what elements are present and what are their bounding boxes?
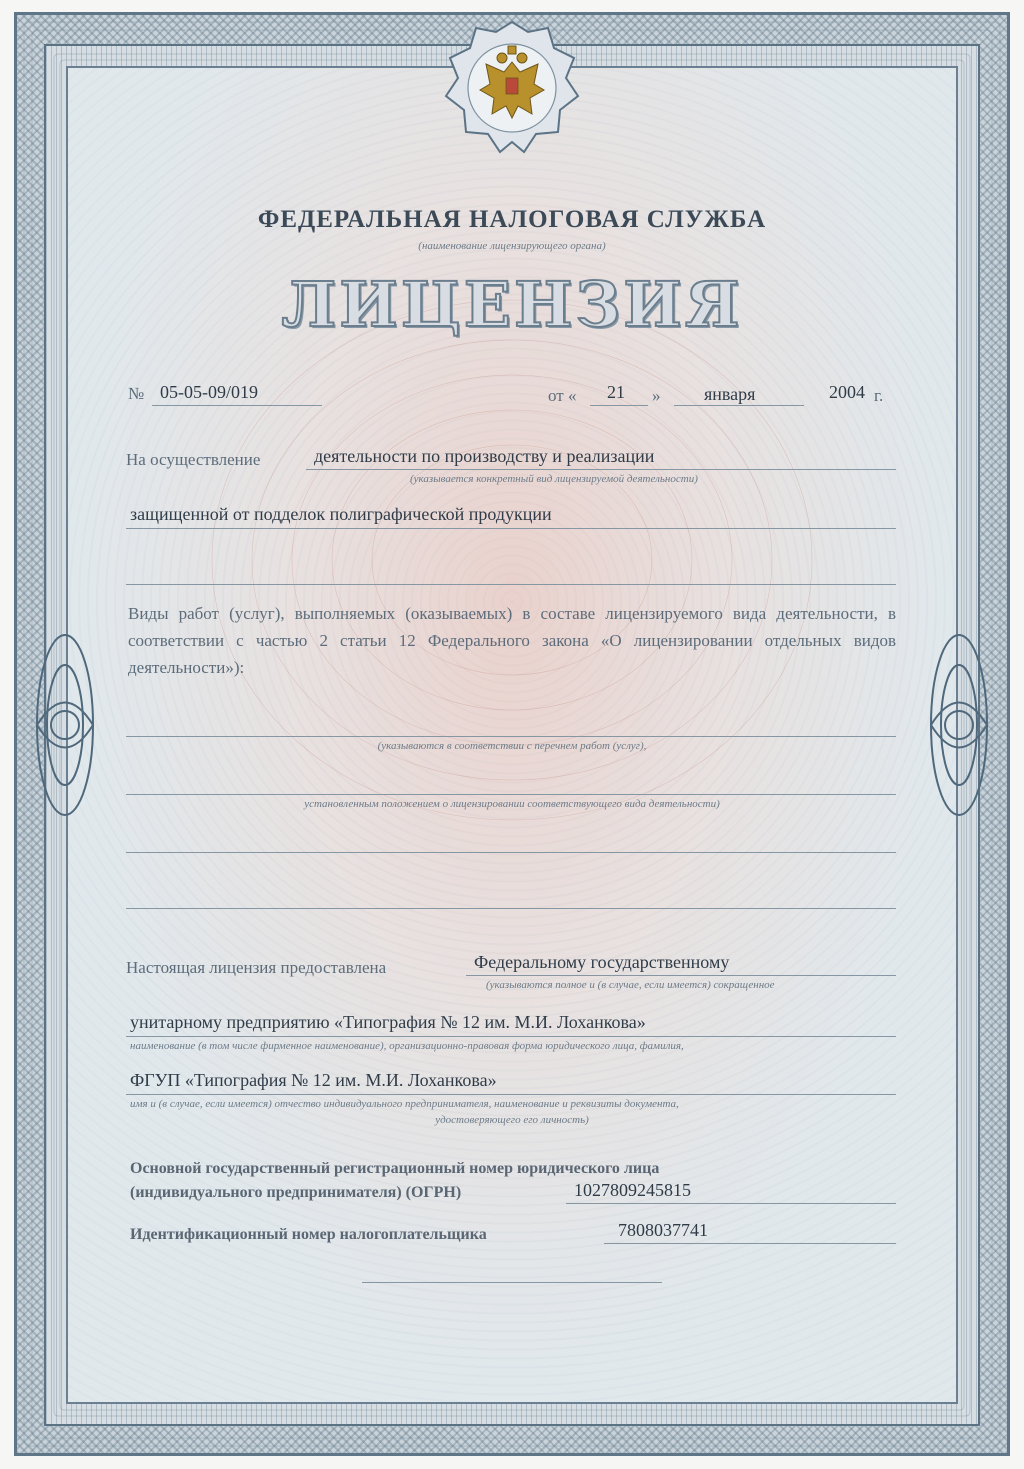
activity-underline-2 [126,528,896,529]
licensee-hint-4: удостоверяющего его личность) [435,1114,589,1126]
works-paragraph: Виды работ (услуг), выполняемых (оказываемых) в составе лицензируемого вида деятельности, в соответствии с частью 2 статьи 12 Федерального закона «О лицензировании отдельных видов деятельности»): [128,604,896,677]
licensee-underline-3 [126,1094,896,1095]
date-year-value: 2004 [829,382,865,402]
license-number-underline [152,405,322,406]
ogrn-label-line-1: Основной государственный регистрационный номер юридического лица [130,1160,660,1177]
licensee-underline-1 [466,975,896,976]
date-month-value: января [704,384,756,404]
date-from-label: от « [548,386,577,405]
ogrn-value: 1027809245815 [574,1180,691,1200]
licensee-line-2: унитарному предприятию «Типография № 12 им. М.И. Лоханкова» [130,1012,646,1032]
works-underline-1 [126,736,896,737]
activity-underline-3 [126,584,896,585]
licensee-label: Настоящая лицензия предоставлена [126,958,387,977]
document-title: ЛИЦЕНЗИЯ [281,268,743,341]
date-day-underline [590,405,648,406]
works-hint-1: (указываются в соответствии с перечнем работ (услуг), [377,740,647,752]
licensing-authority-hint: (наименование лицензирующего органа) [418,240,606,252]
activity-underline-1 [306,469,896,470]
date-day-close-quote: » [652,386,661,405]
date-day-value: 21 [607,382,625,402]
licensee-underline-2 [126,1036,896,1037]
ogrn-underline [566,1203,896,1204]
licensee-hint-2: наименование (в том числе фирменное наименование), организационно-правовая форма юридического лица, фамилия, [130,1040,684,1052]
activity-line-2: защищенной от подделок полиграфической продукции [130,504,552,524]
licensing-authority-name: ФЕДЕРАЛЬНАЯ НАЛОГОВАЯ СЛУЖБА [257,206,767,233]
works-hint-2: установленным положением о лицензировании соответствующего вида деятельности) [304,798,720,810]
works-underline-3 [126,852,896,853]
works-underline-2 [126,794,896,795]
bottom-underline [362,1282,662,1283]
license-number-label: № [128,384,145,403]
licensee-hint-3: имя и (в случае, если имеется) отчество индивидуального предпринимателя, наименование и реквизиты документа, [130,1098,679,1110]
activity-line-1: деятельности по производству и реализации [314,446,655,466]
inn-underline [604,1243,896,1244]
license-number-value: 05-05-09/019 [160,382,258,402]
date-month-underline [674,405,804,406]
inn-label: Идентификационный номер налогоплательщика [130,1226,487,1243]
date-year-suffix: г. [874,386,884,405]
coat-of-arms-emblem-icon [432,18,592,168]
licensee-hint-1: (указываются полное и (в случае, если имеется) сокращенное [486,979,775,991]
licensee-line-1: Федеральному государственному [474,952,730,972]
works-underline-4 [126,908,896,909]
activity-label: На осуществление [126,450,261,469]
licensee-line-3: ФГУП «Типография № 12 им. М.И. Лоханкова» [130,1070,497,1090]
ogrn-label-line-2: (индивидуального предпринимателя) (ОГРН) [130,1184,462,1201]
inn-value: 7808037741 [618,1220,708,1240]
activity-hint: (указывается конкретный вид лицензируемой деятельности) [410,473,698,485]
